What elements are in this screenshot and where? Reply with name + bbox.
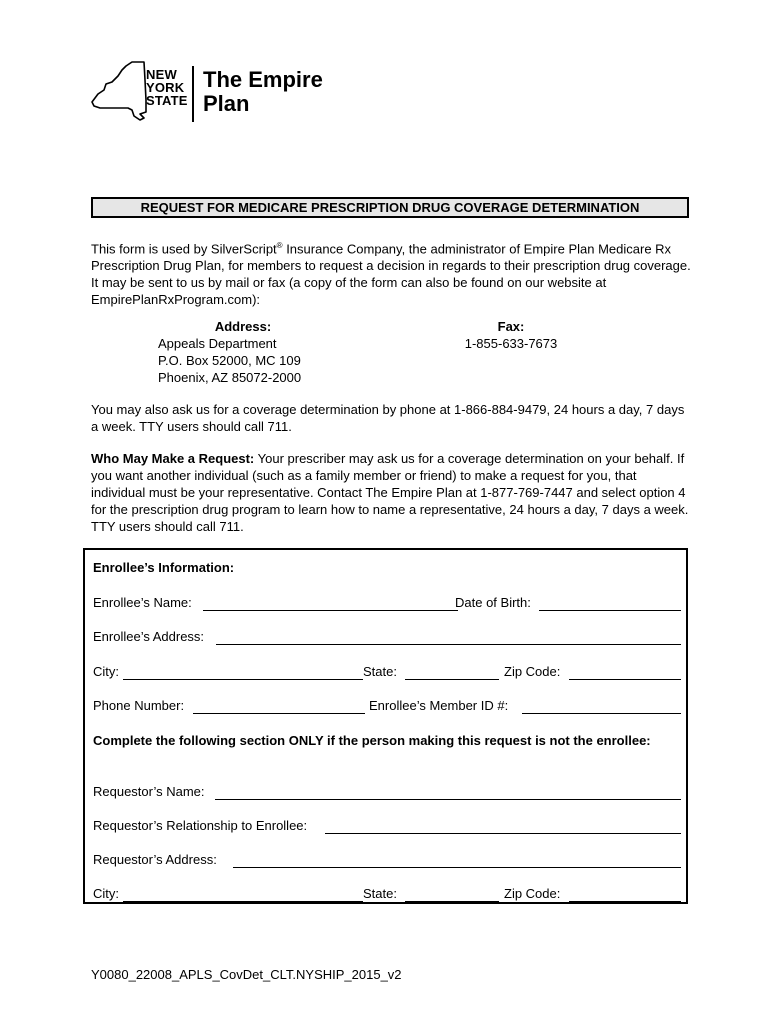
enrollee-address-row: Enrollee’s Address: [93,629,681,647]
requestor-note: Complete the following section ONLY if the person making this request is not the enrollee: [93,733,651,748]
member-id-field[interactable] [522,713,681,714]
requestor-zip-field[interactable] [569,901,681,902]
requestor-relationship-field[interactable] [325,833,681,834]
new-york-state-map-icon [88,60,148,124]
new-york-state-wordmark: NEW YORK STATE [146,67,188,108]
enrollee-phone-row: Phone Number: Enrollee’s Member ID #: [93,698,681,716]
logo-divider [192,66,194,122]
enrollee-zip-field[interactable] [569,679,681,680]
enrollee-name-field[interactable] [203,610,458,611]
who-may-request-paragraph: Who May Make a Request: Your prescriber may ask us for a coverage determination on your behalf. If you want another individual (such as a family member or friend) to make a request for you, that individual must be your representative. Contact The Empire Plan at 1-877-769-7447 and select option 4 for the prescription drug program to learn how to name a representative, 24 hours a day, 7 days a week. TTY users should call 711. [91,451,689,534]
requestor-state-field[interactable] [405,901,499,902]
enrollee-form [83,548,688,904]
requestor-name-field[interactable] [215,799,681,800]
empire-plan-logo [88,60,328,130]
requestor-relationship-row: Requestor’s Relationship to Enrollee: [93,818,681,836]
form-title: REQUEST FOR MEDICARE PRESCRIPTION DRUG COVERAGE DETERMINATION [91,197,689,218]
enrollee-state-field[interactable] [405,679,499,680]
requestor-city-row: City: State: Zip Code: [93,886,681,904]
enrollee-phone-field[interactable] [193,713,365,714]
enrollee-name-row: Enrollee’s Name: Date of Birth: [93,595,681,613]
requestor-address-field[interactable] [233,867,681,868]
requestor-city-field[interactable] [123,901,363,902]
enrollee-section-title: Enrollee’s Information: [93,560,235,575]
mailing-address: Address: Appeals Department P.O. Box 52000, MC 109 Phoenix, AZ 85072-2000 [158,319,302,385]
form-code-footer: Y0080_22008_APLS_CovDet_CLT.NYSHIP_2015_v2 [91,967,402,982]
fax-info: Fax: 1-855-633-7673 [464,319,558,351]
phone-paragraph: You may also ask us for a coverage determination by phone at 1-866-884-9479, 24 hours a day, 7 days a week. TTY users should call 711. [91,402,685,434]
empire-plan-wordmark: The Empire Plan [203,67,323,116]
requestor-address-row: Requestor’s Address: [93,852,681,870]
requestor-name-row: Requestor’s Name: [93,784,681,802]
enrollee-city-row: City: State: Zip Code: [93,664,681,682]
intro-paragraph: This form is used by SilverScript® Insurance Company, the administrator of Empire Plan Medicare Rx Prescription Drug Plan, for members to request a decision in regards to their prescription drug coverage. It may be sent to us by mail or fax (a copy of the form can also be found on our website at EmpirePlanRxProgram.com): [91,241,691,308]
enrollee-address-field[interactable] [216,644,681,645]
enrollee-city-field[interactable] [123,679,363,680]
date-of-birth-field[interactable] [539,610,681,611]
